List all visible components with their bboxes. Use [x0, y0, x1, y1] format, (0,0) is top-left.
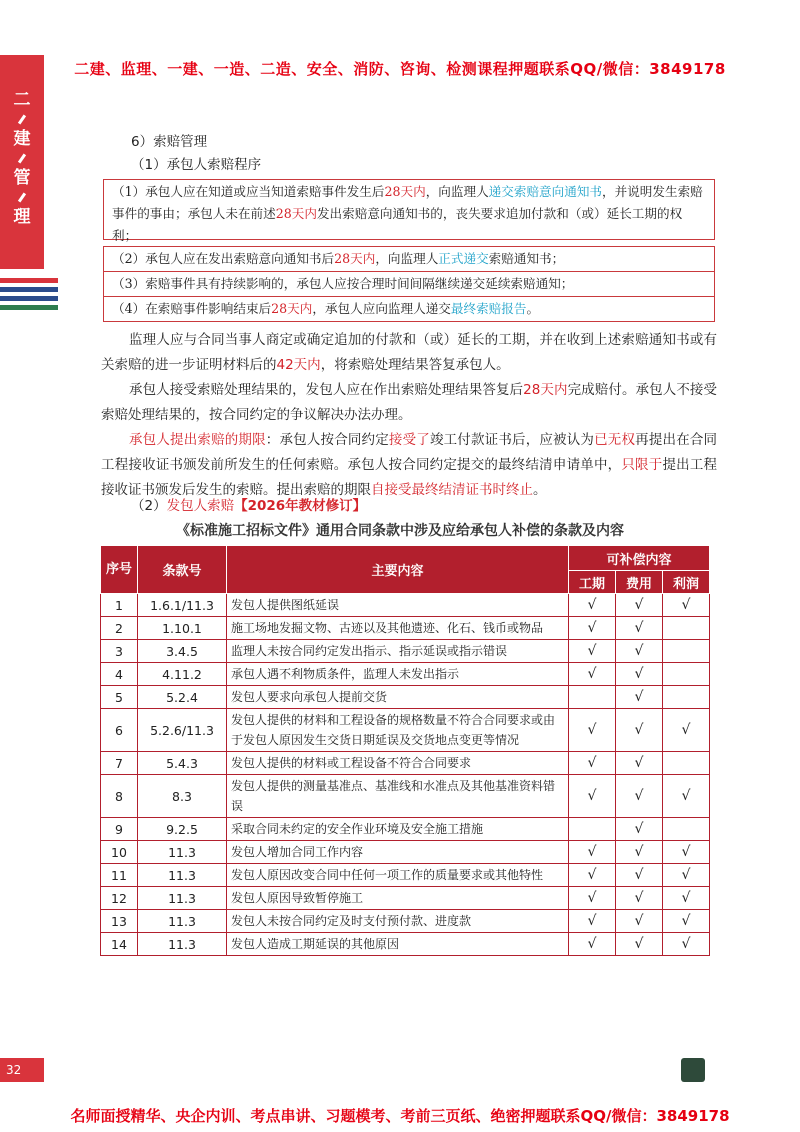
check-profit — [663, 663, 710, 686]
check-time: √ — [569, 775, 616, 818]
row-clause: 11.3 — [138, 887, 227, 910]
row-number: 3 — [101, 640, 138, 663]
text-segment: ，承包人应向监理人递交 — [312, 301, 451, 316]
bottom-promo-banner: 名师面授精华、央企内训、考点串讲、习题模考、考前三页纸、绝密押题联系QQ/微信：3849178 — [70, 1107, 730, 1125]
row-number: 13 — [101, 910, 138, 933]
check-time: √ — [569, 933, 616, 956]
text-segment: 承包人接受索赔处理结果的，发包人应在作出索赔处理结果答复后 — [129, 382, 524, 398]
stripe — [0, 278, 58, 283]
check-cost: √ — [616, 617, 663, 640]
text-segment: 竣工付款证书后，应被认为 — [429, 432, 595, 448]
page-number: 32 — [0, 1058, 44, 1082]
header-clause: 条款号 — [138, 546, 227, 594]
check-profit: √ — [663, 709, 710, 752]
compensation-table — [100, 545, 710, 956]
text-segment: 递交索赔意向通知书 — [488, 184, 603, 199]
stripe — [0, 296, 58, 301]
check-profit: √ — [663, 910, 710, 933]
check-profit: √ — [663, 594, 710, 617]
check-profit — [663, 617, 710, 640]
side-tab-separator — [18, 193, 26, 203]
text-segment: 。 — [526, 301, 540, 316]
paragraph-claim-deadline — [101, 428, 717, 503]
row-clause: 11.3 — [138, 841, 227, 864]
table-row — [101, 640, 710, 663]
row-clause: 1.10.1 — [138, 617, 227, 640]
check-profit: √ — [663, 841, 710, 864]
check-cost: √ — [616, 709, 663, 752]
check-profit — [663, 818, 710, 841]
row-number: 12 — [101, 887, 138, 910]
table-row — [101, 752, 710, 775]
check-time: √ — [569, 663, 616, 686]
check-profit: √ — [663, 887, 710, 910]
text-segment: 正式递交 — [438, 251, 489, 266]
text-segment: ，将索赔处理结果答复承包人。 — [320, 357, 510, 373]
row-clause: 11.3 — [138, 910, 227, 933]
row-content: 采取合同未约定的安全作业环境及安全施工措施 — [227, 818, 569, 841]
text-segment: （2）承包人应在发出索赔意向通知书后 — [112, 251, 335, 266]
table-caption: 《标准施工招标文件》通用合同条款中涉及应给承包人补偿的条款及内容 — [176, 523, 624, 539]
text-segment: （3）索赔事件具有持续影响的，承包人应按合理时间间隔继续递交延续索赔通知； — [112, 276, 574, 291]
check-time: √ — [569, 910, 616, 933]
row-number: 11 — [101, 864, 138, 887]
side-tab-char: 管 — [13, 168, 31, 188]
row-clause: 4.11.2 — [138, 663, 227, 686]
row-clause: 5.2.4 — [138, 686, 227, 709]
check-cost: √ — [616, 864, 663, 887]
corner-logo-icon — [681, 1058, 705, 1082]
row-clause: 9.2.5 — [138, 818, 227, 841]
sub2-prefix: （2） — [131, 498, 167, 514]
side-tab-separator — [18, 154, 26, 164]
row-number: 9 — [101, 818, 138, 841]
row-content: 发包人增加合同工作内容 — [227, 841, 569, 864]
section-title: 6）索赔管理 — [131, 134, 208, 150]
table-row — [101, 887, 710, 910]
check-cost: √ — [616, 933, 663, 956]
text-segment: 承包人提出索赔的期限 — [129, 432, 266, 448]
check-profit: √ — [663, 933, 710, 956]
header-cost: 费用 — [616, 571, 663, 594]
procedure-step-4 — [103, 297, 715, 322]
table-row — [101, 775, 710, 818]
check-time — [569, 818, 616, 841]
chapter-side-tab — [0, 55, 44, 269]
text-segment: 已无权 — [594, 432, 636, 448]
text-segment: ，并说明发生索赔事件的事由；承包人未在前述 — [112, 184, 703, 221]
text-segment: 28天内 — [271, 301, 313, 316]
table-row — [101, 617, 710, 640]
check-cost: √ — [616, 663, 663, 686]
table-row — [101, 663, 710, 686]
row-number: 10 — [101, 841, 138, 864]
text-segment: 28天内 — [334, 251, 376, 266]
paragraph-payment — [101, 378, 717, 428]
header-content: 主要内容 — [227, 546, 569, 594]
table-row — [101, 910, 710, 933]
side-tab-char: 理 — [13, 207, 31, 227]
text-segment: 再提出在合同工程接收证书颁发前所发生的任何索赔。承包人按合同约定提交的最终结清申请单中， — [101, 432, 718, 473]
text-segment: 。 — [533, 482, 547, 498]
check-profit: √ — [663, 864, 710, 887]
check-cost: √ — [616, 910, 663, 933]
stripe — [0, 287, 58, 292]
text-segment: 28天内 — [275, 206, 317, 221]
text-segment: 提出工程接收证书颁发后发生的索赔。提出索赔的期限 — [101, 457, 718, 498]
check-cost: √ — [616, 841, 663, 864]
header-compensable: 可补偿内容 — [569, 546, 710, 571]
check-time — [569, 686, 616, 709]
header-no: 序号 — [101, 546, 138, 594]
row-clause: 8.3 — [138, 775, 227, 818]
row-content: 施工场地发掘文物、古迹以及其他遗迹、化石、钱币或物品 — [227, 617, 569, 640]
check-profit — [663, 640, 710, 663]
check-time: √ — [569, 752, 616, 775]
table-row — [101, 818, 710, 841]
row-number: 14 — [101, 933, 138, 956]
row-content: 发包人要求向承包人提前交货 — [227, 686, 569, 709]
text-segment: 自接受最终结清证书时终止 — [371, 482, 533, 498]
row-number: 8 — [101, 775, 138, 818]
sub2-label: 发包人索赔 — [166, 498, 235, 514]
row-number: 4 — [101, 663, 138, 686]
table-row — [101, 864, 710, 887]
table-row — [101, 933, 710, 956]
check-profit — [663, 686, 710, 709]
row-content: 发包人提供的材料或工程设备不符合合同要求 — [227, 752, 569, 775]
row-content: 发包人未按合同约定及时支付预付款、进度款 — [227, 910, 569, 933]
text-segment: 发出索赔意向通知书的，丧失要求追加付款和（或）延长工期的权利； — [112, 206, 683, 243]
side-tab-char: 二 — [13, 90, 31, 110]
text-segment: ，向监理人 — [375, 251, 439, 266]
text-segment: 28天内 — [523, 382, 568, 398]
row-number: 2 — [101, 617, 138, 640]
side-tab-separator — [18, 115, 26, 125]
row-content: 发包人提供的材料和工程设备的规格数量不符合合同要求或由于发包人原因发生交货日期延误及交货地点变更等情况 — [227, 709, 569, 752]
row-content: 监理人未按合同约定发出指示、指示延误或指示错误 — [227, 640, 569, 663]
check-time: √ — [569, 594, 616, 617]
text-segment: 最终索赔报告 — [450, 301, 527, 316]
row-content: 发包人原因导致暂停施工 — [227, 887, 569, 910]
row-content: 发包人提供的测量基准点、基准线和水准点及其他基准资料错误 — [227, 775, 569, 818]
table-row — [101, 594, 710, 617]
text-segment: 28天内 — [384, 184, 426, 199]
text-segment: 接受了 — [388, 432, 430, 448]
row-clause: 5.2.6/11.3 — [138, 709, 227, 752]
text-segment: ，向监理人 — [425, 184, 489, 199]
row-number: 7 — [101, 752, 138, 775]
row-number: 5 — [101, 686, 138, 709]
check-time: √ — [569, 709, 616, 752]
header-profit: 利润 — [663, 571, 710, 594]
check-time: √ — [569, 640, 616, 663]
check-cost: √ — [616, 775, 663, 818]
top-promo-banner: 二建、监理、一建、一造、二造、安全、消防、咨询、检测课程押题联系QQ/微信：3849178 — [74, 60, 726, 78]
procedure-step-2 — [103, 246, 715, 272]
text-segment: 索赔通知书； — [488, 251, 565, 266]
row-clause: 11.3 — [138, 864, 227, 887]
text-segment: 监理人应与合同当事人商定或确定追加的付款和（或）延长的工期，并在收到上述索赔通知书或有关索赔的进一步证明材料后的 — [101, 332, 717, 373]
row-content: 发包人造成工期延误的其他原因 — [227, 933, 569, 956]
decorative-stripes — [0, 278, 58, 314]
table-row — [101, 841, 710, 864]
text-segment: 完成赔付。承包人不接受索赔处理结果的，按合同约定的争议解决办法办理。 — [101, 382, 718, 423]
check-cost: √ — [616, 594, 663, 617]
check-cost: √ — [616, 818, 663, 841]
table-row — [101, 686, 710, 709]
table-row — [101, 709, 710, 752]
text-segment: （1）承包人应在知道或应当知道索赔事件发生后 — [112, 184, 385, 199]
row-number: 1 — [101, 594, 138, 617]
check-cost: √ — [616, 887, 663, 910]
row-clause: 5.4.3 — [138, 752, 227, 775]
row-content: 发包人提供图纸延误 — [227, 594, 569, 617]
check-time: √ — [569, 617, 616, 640]
check-time: √ — [569, 864, 616, 887]
text-segment: 42天内 — [276, 357, 321, 373]
side-tab-char: 建 — [13, 129, 31, 149]
table-body — [101, 594, 710, 956]
text-segment: （4）在索赔事件影响结束后 — [112, 301, 272, 316]
employer-claim-title — [131, 494, 366, 514]
row-number: 6 — [101, 709, 138, 752]
check-cost: √ — [616, 640, 663, 663]
text-segment: ：承包人按合同约定 — [265, 432, 389, 448]
procedure-step-3 — [103, 272, 715, 297]
check-profit — [663, 752, 710, 775]
check-cost: √ — [616, 686, 663, 709]
text-segment: 只限于 — [621, 457, 663, 473]
row-content: 承包人遇不利物质条件，监理人未发出指示 — [227, 663, 569, 686]
header-time: 工期 — [569, 571, 616, 594]
check-profit: √ — [663, 775, 710, 818]
paragraph-supervisor — [101, 328, 717, 378]
row-content: 发包人原因改变合同中任何一项工作的质量要求或其他特性 — [227, 864, 569, 887]
sub2-tag: 【2026年教材修订】 — [234, 498, 367, 514]
check-cost: √ — [616, 752, 663, 775]
row-clause: 11.3 — [138, 933, 227, 956]
procedure-step-1 — [103, 179, 715, 243]
check-time: √ — [569, 841, 616, 864]
row-clause: 1.6.1/11.3 — [138, 594, 227, 617]
subsection-title: （1）承包人索赔程序 — [131, 157, 262, 173]
check-time: √ — [569, 887, 616, 910]
stripe — [0, 305, 58, 310]
row-clause: 3.4.5 — [138, 640, 227, 663]
